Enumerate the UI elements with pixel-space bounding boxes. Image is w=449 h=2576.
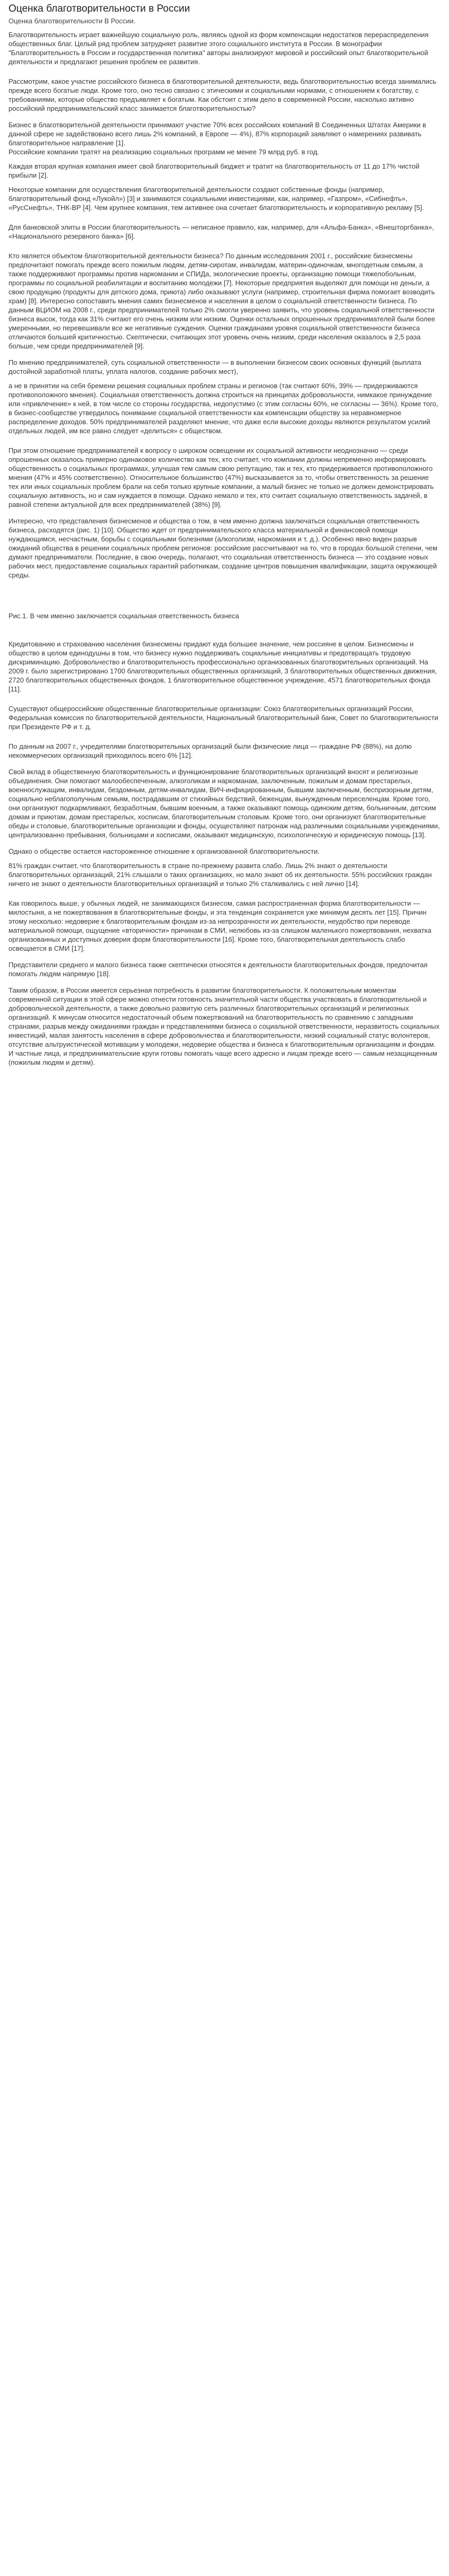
paragraph-credit-insurance: Кредитованию и страхованию населения бизнесмены придают куда большее значение, чем россияне в целом. Бизнесмены и общество в целом единодушны в том, что бизнесу нужно поддерживать социальные инициативы и предотвращать трудовую дискриминацию. Добровольчество и благотворительность профессионально организованных благотворительных организаций. На 2009 г. было зарегистрировано 1700 благотворительных общественных организаций, 3 благотворительных общественных движения, 2720 благотворительных общественных фондов, 1 благотворительное общественное учреждение, 4571 благотворительных фонда [11]. [8,640,437,693]
article-subtitle: Оценка благотворительности В России. [8,17,136,25]
paragraph-charity-budget: Каждая вторая крупная компания имеет свой благотворительный бюджет и тратит на благотворительность от 11 до 17% чистой прибыли [2]. [8,162,420,179]
paragraph-expectations: Интересно, что представления бизнесменов и общества о том, в чем именно должна заключаться социальная ответственность бизнеса, расходятся (рис. 1) [10]. Общество ждет от предпринимательского класса материальной и финансовой помощи нуждающимся, несчастным, борьбы с социальными болезнями (алкоголизм, наркомания и т. д.). Особенно явно виден разрыв ожиданий общества в решении социальных проблем регионов: российские рассчитывают на то, что в городах большой степени, чем думают предприниматели. Последние, в свою очередь, полагают, что социальная ответственность бизнеса — это создание новых рабочих мест, предоставление социальных гарантий работникам, создание центров повышения квалификации, защита окружающей среды. [8,517,438,579]
figure-caption: Рис.1. В чем именно заключается социальная ответственность бизнеса [8,612,239,620]
paragraph-company-funds: Некоторые компании для осуществления благотворительной деятельности создают собственные фонды (например, благотворительный фонд «Лукойл») [3] и занимаются социальными инвестициями, как, например, «Газпром», «Сибнефть», «РусСнефть», ТНК-ВР [4]. Чем крупнее компания, тем активнее она сочетает благотворительность и корпоративную рекламу [5]. [8,186,424,212]
paragraph-conclusion: Таким образом, в России имеется серьезная потребность в развитии благотворительности. К положительным моментам современной ситуации в этой сфере можно отнести готовность значительной части общества участвовать в благотворительной и добровольческой деятельности, а также довольно развитую сеть различных благотворительных организаций и религиозных организаций. К минусам относится недостаточный объем пожертвований на благотворительность по сравнению с западными странами, разрыв между ожиданиями граждан и представлениями бизнеса о социальной ответственности, неразвитость социальных инвестиций, малая занятость населения в сфере добровольчества и благотворительности, низкий социальный статус волонтеров, отсутствие альтруистической мотивации у молодежи, недоверие общества и бизнеса к благотворительным организациям и фондам. И частные лица, и предпринимательские круги готовы помогать чаще всего адресно и лицам прежде всего — самым незащищенным (пожилым людям и детям). [8,986,439,1066]
paragraph-religious: Свой вклад в общественную благотворительность и функционирование благотворительных организаций вносят и религиозные объединения. Они помогают малообеспеченным, алкоголикам и наркоманам, заключенным, пожилым и домам престарелых, военнослужащим, инвалидам, бездомным, детям-инвалидам, ВИЧ-инфицированным, бывшим заключенным, беспризорным детям, социально неблагополучным семьям, пострадавшим от стихийных бедствий, беженцам, вынужденным переселенцам. Кроме того, они организуют подкармливают, безработным, бывшим военным, а также оказывают помощь одиноким детям, больничным, детским домам и приютам, домам престарелых, хосписам, благотворительным столовым. Кроме того, они организуют благотворительные обеды и столовые, благотворительные организации и фонды, осуществляют патронаж над различными социальными учреждениями, централизованно пребывания, больницами и хосписами, оказывают медицинскую, психологическую и юридическую помощь [13]. [8,768,440,839]
paragraph-public-attitude: Однако о обществе остается настороженное отношение к организованной благотворительности. [8,847,320,855]
article-page [0,0,449,1085]
paragraph-founders: По данным на 2007 г., учредителями благотворительных организаций были физические лица — граждане РФ (88%), на долю некоммерческих организаций приходилось всего 6% [12]. [8,742,412,759]
paragraph-small-business: Представители среднего и малого бизнеса также скептически относятся к деятельности благотворительных фондов, предпочитая помогать людям напрямую [18]. [8,961,428,978]
paragraph-social-responsibility: По мнению предпринимателей, суть социальной ответственности — в выполнении бизнесом своих основных функций (выплата достойной заработной платы, уплата налогов, создание рабочих мест), [8,358,421,375]
paragraph-voluntariness: а не в принятии на себя бремени решения социальных проблем страны и регионов (так считают 60%, 39% — придерживаются противоположного мнения). Социальная ответственность должна строиться на принципах добровольности, нимкакое принуждение или «привлечение» к ней, в том числе со стороны государства, недопустимо (с этим согласны 60%, не согласны — 36%). Кроме того, в бизнес-сообществе утвердилось понимание социальной ответственности как компенсации обществу за неравномерное распределение доходов. 50% предпринимателей разделяют мнение, что даже если высокие доходы являются результатом усилий отдельных людей, им все равно следует «делиться» с обществом. [8,382,438,435]
page-title: Оценка благотворительности в России [8,3,190,14]
paragraph-business-stats: Бизнес в благотворительной деятельности принимают участие 70% всех российских компаний В Соединенных Штатах Америки в данной сфере не задействовано всего лишь 2% компаний, в Европе — 4%), 87% корпораций заявляют о намерениях развивать благотворительное направление [1]. Российские компании тратят на реализацию социальных программ не менее 79 млрд руб. в год. [8,121,426,156]
paragraph-almsgiving: Как говорилось выше, у обычных людей, не занимающихся бизнесом, самая распространенная форма благотворительности — милостыня, а не пожертвования в благотворительные фонды, и эта тенденция сохраняется уже минимум десять лет [15]. Причин этому несколько: недоверие к благотворительным фондам из-за непрозрачности их деятельности, неудобство при переводе материальной помощи, ощущение «вторичности» причинам в СМИ, нелюбовь из-за слишком маленького пожертвования, нехватка организованных и доступных доверия форм благотворительности [16]. Кроме того, благотворительная деятельность слабо освещается в СМИ [17]. [8,899,432,952]
paragraph-banking-elite: Для банковской элиты в России благотворительность — неписаное правило, как, например, для «Альфа-Банка», «Внешторгбанка», «Национального резервного банка» [6]. [8,223,434,240]
paragraph-publicity: При этом отношение предпринимателей к вопросу о широком освещении их социальной активности неоднозначно — среди опрошенных оказалось примерно одинаковое количество как тех, кто считает, что компании должны непременно информировать общественность о социальных программах, улучшая тем самым свою репутацию, так и тех, кто придерживается противоположного мнения (47% и 45% соответственно). Относительное большинство (47%) высказывается за то, чтобы ответственность за решение тех или иных социальных проблем брали на себя только крупные компании, а малый бизнес не только не должен демонстрировать социальную активность, но и сам нуждается в помощи. Однако немало и тех, кто считает социальную ответственность задачей, в равной степени актуальной для всех предпринимателей (38%) [9]. [8,446,434,509]
paragraph-survey: 81% граждан считает, что благотворительность в стране по-прежнему развита слабо. Лишь 2% знают о деятельности благотворительных организаций, 21% слышали о таких организациях, но мало знают об их деятельности. 55% российских граждан ничего не знают о деятельности благотворительных организаций и только 2% сталкивались с ней лично [14]. [8,862,432,888]
paragraph-charity-objects: Кто является объектом благотворительной деятельности бизнеса? По данным исследования 2001 г., российские бизнесмены предпочитают помогать прежде всего пожилым людям, детям-сиротам, инвалидам, материн-одиночкам, многодетным семьям, а также поддерживают программы против наркомании и СПИДа, экологические проекты, организацию помощи тяжелобольным, программы по социальной реабилитации и воспитанию молодежи [7]. Некоторые предприятия выделяют для помощи не деньги, а свою продукцию (продукты для детского дома, приюта) либо оказывают услуги (например, строительная фирма помогает возводить храм) [8]. Интересно сопоставить мнения самих бизнесменов и населения в целом о социальной ответственности бизнеса. По данным ВЦИОМ на 2008 г., среди предпринимателей только 2% смогли уверенно заявить, что уровень социальной ответственности бизнеса высок, тогда как 31% считают его очень низким или низким. Оценки остальных опрошенных предпринимателей были более умеренными, но перевешивали все же негативные суждения. Оценки гражданами уровня социальной ответственности бизнеса отличаются большей критичностью. Скептически, считающих этот уровень очень низким, среди населения оказалось в 2,5 раза больше, чем среди предпринимателей [9]. [8,252,435,350]
paragraph-intro: Благотворительность играет важнейшую социальную роль, являясь одной из форм компенсации недостатков перераспределения общественных благ. Целый ряд проблем затрудняет развитие этого социального института в России. В монографии "Благотворительность в России и государственная политика" авторы анализируют мировой и российский опыт благотворительной деятельности и предлагают решения проблем ее развития. [8,31,429,66]
paragraph-national-organizations: Существуют общероссийские общественные благотворительные организации: Союз благотворительных организаций России, Федеральная комиссия по благотворительной деятельности, Национальный благотворительный банк, Совет по благотворительности при Президенте РФ и т. д. [8,705,438,731]
paragraph-business-role: Рассмотрим, какое участие российского бизнеса в благотворительной деятельности, ведь благотворительностью всегда занимались прежде всего богатые люди. Кроме того, оно тесно связано с этическими и социальными нормами, с отношением к богатству, с требованиями, которые общество предъявляет к богатым. Как обстоит с этим дело в современной России, насколько активно российский предпринимательский класс занимается благотворительностью? [8,77,436,112]
